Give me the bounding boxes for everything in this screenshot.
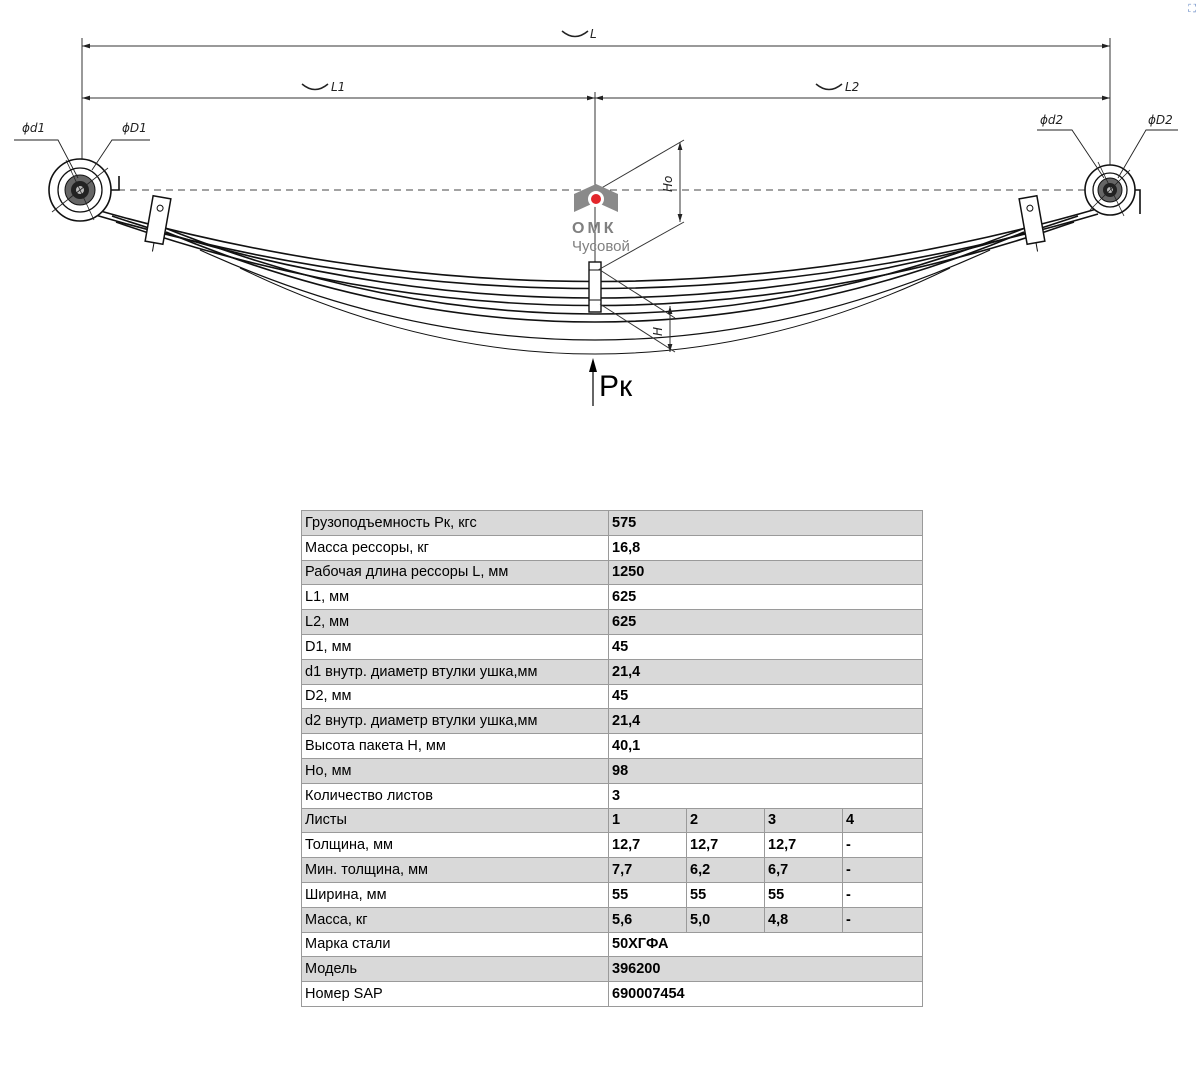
right-eye: [1085, 162, 1140, 216]
row-value: 21,4: [609, 709, 923, 734]
leaf-cell: 7,7: [609, 858, 687, 883]
table-row: [302, 783, 923, 808]
dim-label-H: H: [651, 326, 665, 336]
leaf-cell: 6,2: [687, 858, 765, 883]
dim-label-d2: ϕd2: [1040, 113, 1064, 127]
row-label: Марка стали: [302, 932, 609, 957]
right-clip: [1019, 196, 1046, 253]
leaf-cell: 5,6: [609, 907, 687, 932]
leaf-cell: 12,7: [687, 833, 765, 858]
row-label: d1 внутр. диаметр втулки ушка,мм: [302, 659, 609, 684]
row-label: Масса, кг: [302, 907, 609, 932]
row-label: Рабочая длина рессоры L, мм: [302, 560, 609, 585]
table-row: [302, 907, 923, 932]
row-value: 625: [609, 585, 923, 610]
dimension-L: [82, 27, 1110, 172]
row-label: Листы: [302, 808, 609, 833]
row-value: 690007454: [609, 982, 923, 1007]
table-row: [302, 634, 923, 659]
leaf-cell: 55: [609, 882, 687, 907]
spec-table: [301, 510, 923, 1007]
row-label: Номер SAP: [302, 982, 609, 1007]
table-row: [302, 585, 923, 610]
leaf-cell: 5,0: [687, 907, 765, 932]
row-label: L1, мм: [302, 585, 609, 610]
row-value: 625: [609, 610, 923, 635]
leaf-cell: -: [843, 858, 923, 883]
row-value: 1250: [609, 560, 923, 585]
dim-label-L: L: [590, 27, 597, 41]
row-label: Масса рессоры, кг: [302, 535, 609, 560]
row-label: Толщина, мм: [302, 833, 609, 858]
table-row: [302, 535, 923, 560]
row-label: d2 внутр. диаметр втулки ушка,мм: [302, 709, 609, 734]
dim-label-D1: ϕD1: [122, 121, 147, 135]
table-row: [302, 858, 923, 883]
leaf-cell: -: [843, 833, 923, 858]
leaf-cell: 1: [609, 808, 687, 833]
table-row: [302, 684, 923, 709]
table-row: [302, 833, 923, 858]
table-row: [302, 982, 923, 1007]
dim-label-L1: L1: [331, 80, 346, 94]
leaf-cell: 2: [687, 808, 765, 833]
left-clip: [144, 196, 171, 253]
table-row: [302, 882, 923, 907]
row-value: 50ХГФА: [609, 932, 923, 957]
row-value: 396200: [609, 957, 923, 982]
table-row: [302, 560, 923, 585]
row-value: 40,1: [609, 734, 923, 759]
row-value: 21,4: [609, 659, 923, 684]
leaf-cell: -: [843, 907, 923, 932]
logo-text-city: Чусовой: [572, 238, 630, 255]
leaf-cell: 6,7: [765, 858, 843, 883]
leaf-cell: 12,7: [765, 833, 843, 858]
dim-label-Ho: Ho: [661, 175, 675, 192]
row-label: Ho, мм: [302, 758, 609, 783]
table-row: [302, 758, 923, 783]
logo-mark: [574, 184, 618, 212]
row-value: 98: [609, 758, 923, 783]
leaf-cell: 55: [765, 882, 843, 907]
row-label: Мин. толщина, мм: [302, 858, 609, 883]
row-label: D1, мм: [302, 634, 609, 659]
row-value: 3: [609, 783, 923, 808]
row-label: L2, мм: [302, 610, 609, 635]
dim-label-L2: L2: [845, 80, 860, 94]
row-value: 45: [609, 684, 923, 709]
table-row: [302, 932, 923, 957]
row-label: Модель: [302, 957, 609, 982]
row-value: 16,8: [609, 535, 923, 560]
omk-logo: [572, 184, 630, 255]
left-eye: [49, 159, 119, 221]
leaf-cell: -: [843, 882, 923, 907]
leaf-cell: 55: [687, 882, 765, 907]
row-label: Ширина, мм: [302, 882, 609, 907]
table-row: [302, 709, 923, 734]
row-value: 45: [609, 634, 923, 659]
load-label-pk: Рк: [599, 370, 633, 403]
row-label: Грузоподъемность Рк, кгс: [302, 511, 609, 536]
expand-icon[interactable]: ⛶: [1188, 2, 1196, 15]
load-arrow: [589, 358, 633, 406]
table-row: [302, 511, 923, 536]
logo-text-omk: ОМК: [572, 220, 617, 237]
row-label: Количество листов: [302, 783, 609, 808]
table-row: [302, 610, 923, 635]
leaf-cell: 4,8: [765, 907, 843, 932]
table-row: [302, 808, 923, 833]
leaf-cell: 4: [843, 808, 923, 833]
eye-diameter-callouts: [14, 130, 1178, 178]
dim-label-D2: ϕD2: [1148, 113, 1173, 127]
leaf-spring-drawing: [0, 0, 1200, 430]
table-row: [302, 659, 923, 684]
table-row: [302, 734, 923, 759]
leaf-cell: 3: [765, 808, 843, 833]
row-label: D2, мм: [302, 684, 609, 709]
leaf-cell: 12,7: [609, 833, 687, 858]
row-value: 575: [609, 511, 923, 536]
row-label: Высота пакета H, мм: [302, 734, 609, 759]
dim-label-d1: ϕd1: [22, 121, 46, 135]
table-row: [302, 957, 923, 982]
dimension-L2: [595, 80, 1110, 98]
